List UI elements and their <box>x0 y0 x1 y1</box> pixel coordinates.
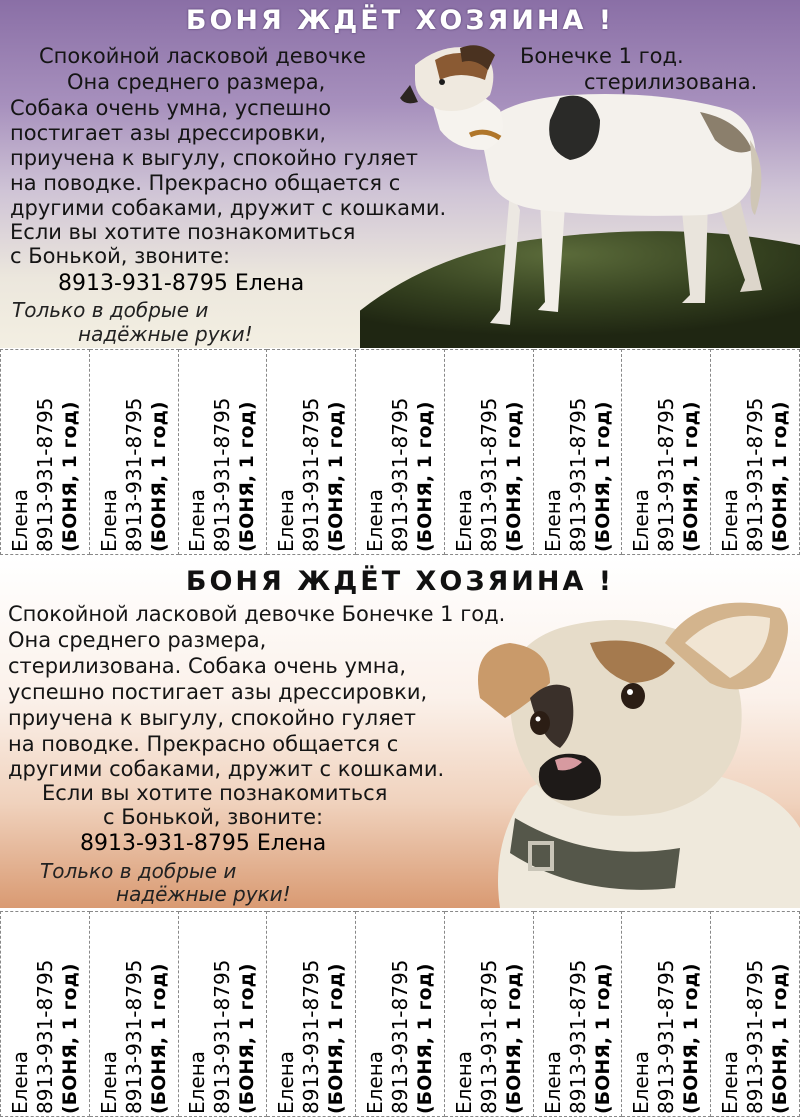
tab-phone: 8913-931-8795 <box>32 397 57 552</box>
tab-contact <box>624 352 708 552</box>
tab-tag: (БОНЯ, 1 год) <box>502 401 525 552</box>
tab-name: Елена <box>273 1050 298 1114</box>
tab-contact <box>358 352 442 552</box>
tab-phone: 8913-931-8795 <box>209 397 234 552</box>
tear-off-tab[interactable] <box>445 911 534 1117</box>
tab-tag: (БОНЯ, 1 год) <box>324 963 347 1114</box>
tab-tag: (БОНЯ, 1 год) <box>147 401 170 552</box>
tear-off-tab[interactable] <box>356 911 445 1117</box>
tab-phone: 8913-931-8795 <box>387 959 412 1114</box>
flyer-text-line: Она среднего размера, <box>67 70 326 94</box>
tab-contact <box>713 914 797 1114</box>
tab-phone: 8913-931-8795 <box>121 397 146 552</box>
tab-name: Елена <box>451 1050 476 1114</box>
note-line: Только в добрые и <box>40 859 237 883</box>
tear-off-tab[interactable] <box>622 911 711 1117</box>
tab-name: Елена <box>717 1050 742 1114</box>
tab-name: Елена <box>717 488 742 552</box>
tear-off-tab[interactable] <box>90 911 179 1117</box>
tab-phone: 8913-931-8795 <box>298 959 323 1114</box>
flyer-text-line: стерилизована. Собака очень умна, <box>8 654 407 678</box>
flyer-text-line: стерилизована. <box>584 70 758 94</box>
tab-contact <box>358 914 442 1114</box>
flyer-text-line: Она среднего размера, <box>8 628 267 652</box>
flyer-text-line: другими собаками, дружит с кошками. <box>8 757 445 781</box>
tab-tag: (БОНЯ, 1 год) <box>58 963 81 1114</box>
flyer-top <box>0 0 800 348</box>
tear-off-strips <box>0 911 800 1117</box>
tab-phone: 8913-931-8795 <box>742 397 767 552</box>
note-line: надёжные руки! <box>116 882 291 906</box>
contact-phone: 8913-931-8795 Елена <box>58 271 305 296</box>
tab-contact <box>624 914 708 1114</box>
tab-phone: 8913-931-8795 <box>387 397 412 552</box>
flyer-text-line: приучена к выгулу, спокойно гуляет <box>8 706 416 730</box>
tab-name: Елена <box>628 1050 653 1114</box>
tab-tag: (БОНЯ, 1 год) <box>768 963 791 1114</box>
contact-phone: 8913-931-8795 Елена <box>80 831 327 856</box>
tab-name: Елена <box>7 488 32 552</box>
tab-name: Елена <box>184 488 209 552</box>
flyer-text-line: приучена к выгулу, спокойно гуляет <box>10 146 418 170</box>
tab-name: Елена <box>273 488 298 552</box>
tab-contact <box>447 352 531 552</box>
tear-off-tab[interactable] <box>267 911 356 1117</box>
tab-contact <box>3 914 87 1114</box>
tab-contact <box>269 352 353 552</box>
flyer-title: БОНЯ ЖДЁТ ХОЗЯИНА ! <box>185 566 615 597</box>
tab-name: Елена <box>451 488 476 552</box>
flyer-text-line: Бонечке 1 год. <box>520 44 684 68</box>
tab-tag: (БОНЯ, 1 год) <box>235 963 258 1114</box>
tab-tag: (БОНЯ, 1 год) <box>147 963 170 1114</box>
tab-phone: 8913-931-8795 <box>565 959 590 1114</box>
flyer-bottom <box>0 558 800 908</box>
tab-contact <box>536 914 620 1114</box>
tab-contact <box>180 352 264 552</box>
flyer-text-line: постигает азы дрессировки, <box>10 121 327 145</box>
tab-tag: (БОНЯ, 1 год) <box>235 401 258 552</box>
tab-contact <box>92 352 176 552</box>
tab-tag: (БОНЯ, 1 год) <box>324 401 347 552</box>
tab-tag: (БОНЯ, 1 год) <box>413 963 436 1114</box>
tab-name: Елена <box>540 1050 565 1114</box>
tab-name: Елена <box>7 1050 32 1114</box>
tab-contact <box>92 914 176 1114</box>
tab-tag: (БОНЯ, 1 год) <box>679 963 702 1114</box>
flyer-text-line: Если вы хотите познакомиться <box>42 781 388 805</box>
flyer-title: БОНЯ ЖДЁТ ХОЗЯИНА ! <box>185 5 615 36</box>
tab-name: Елена <box>362 488 387 552</box>
flyer-text-line: с Бонькой, звоните: <box>103 805 324 829</box>
tab-contact <box>180 914 264 1114</box>
tab-phone: 8913-931-8795 <box>209 959 234 1114</box>
flyer-text-line: Спокойной ласковой девочке <box>39 44 366 68</box>
tear-off-tab[interactable] <box>0 911 90 1117</box>
tab-contact <box>536 352 620 552</box>
tab-tag: (БОНЯ, 1 год) <box>591 401 614 552</box>
tear-off-tab[interactable] <box>445 349 534 555</box>
note-line: Только в добрые и <box>12 298 209 322</box>
tab-contact <box>3 352 87 552</box>
tear-off-tab[interactable] <box>0 349 90 555</box>
tear-off-tab[interactable] <box>267 349 356 555</box>
tab-name: Елена <box>628 488 653 552</box>
tab-name: Елена <box>96 488 121 552</box>
flyer-text-line: другими собаками, дружит с кошками. <box>10 196 447 220</box>
dog-photo-portrait <box>470 588 800 908</box>
tear-off-tab[interactable] <box>534 911 623 1117</box>
tab-tag: (БОНЯ, 1 год) <box>679 401 702 552</box>
tab-phone: 8913-931-8795 <box>653 959 678 1114</box>
tab-phone: 8913-931-8795 <box>298 397 323 552</box>
tear-off-tab[interactable] <box>179 911 268 1117</box>
tab-tag: (БОНЯ, 1 год) <box>58 401 81 552</box>
flyer-text-line: Спокойной ласковой девочке Бонечке 1 год. <box>8 602 506 626</box>
tab-contact <box>713 352 797 552</box>
tear-off-tab[interactable] <box>711 911 800 1117</box>
tear-off-tab[interactable] <box>356 349 445 555</box>
flyer-text-line: на поводке. Прекрасно общается с <box>10 171 401 195</box>
tab-name: Елена <box>362 1050 387 1114</box>
tear-off-tab[interactable] <box>622 349 711 555</box>
tab-tag: (БОНЯ, 1 год) <box>768 401 791 552</box>
tear-off-tab[interactable] <box>534 349 623 555</box>
tab-tag: (БОНЯ, 1 год) <box>502 963 525 1114</box>
tab-phone: 8913-931-8795 <box>476 397 501 552</box>
tab-name: Елена <box>540 488 565 552</box>
flyer-text-line: с Бонькой, звоните: <box>10 244 231 268</box>
tear-off-tab[interactable] <box>179 349 268 555</box>
tab-tag: (БОНЯ, 1 год) <box>591 963 614 1114</box>
tab-phone: 8913-931-8795 <box>653 397 678 552</box>
tab-name: Елена <box>184 1050 209 1114</box>
tear-off-strips <box>0 349 800 555</box>
tear-off-tab[interactable] <box>711 349 800 555</box>
tab-name: Елена <box>96 1050 121 1114</box>
tab-phone: 8913-931-8795 <box>32 959 57 1114</box>
tab-contact <box>447 914 531 1114</box>
tear-off-tab[interactable] <box>90 349 179 555</box>
flyer-text-line: Собака очень умна, успешно <box>10 96 332 120</box>
tab-phone: 8913-931-8795 <box>121 959 146 1114</box>
flyer-text-line: на поводке. Прекрасно общается с <box>8 732 399 756</box>
flyer-text-line: Если вы хотите познакомиться <box>10 220 356 244</box>
tab-phone: 8913-931-8795 <box>565 397 590 552</box>
tab-phone: 8913-931-8795 <box>476 959 501 1114</box>
note-line: надёжные руки! <box>78 322 253 346</box>
tab-contact <box>269 914 353 1114</box>
flyer-text-line: успешно постигает азы дрессировки, <box>8 680 428 704</box>
tab-tag: (БОНЯ, 1 год) <box>413 401 436 552</box>
tab-phone: 8913-931-8795 <box>742 959 767 1114</box>
